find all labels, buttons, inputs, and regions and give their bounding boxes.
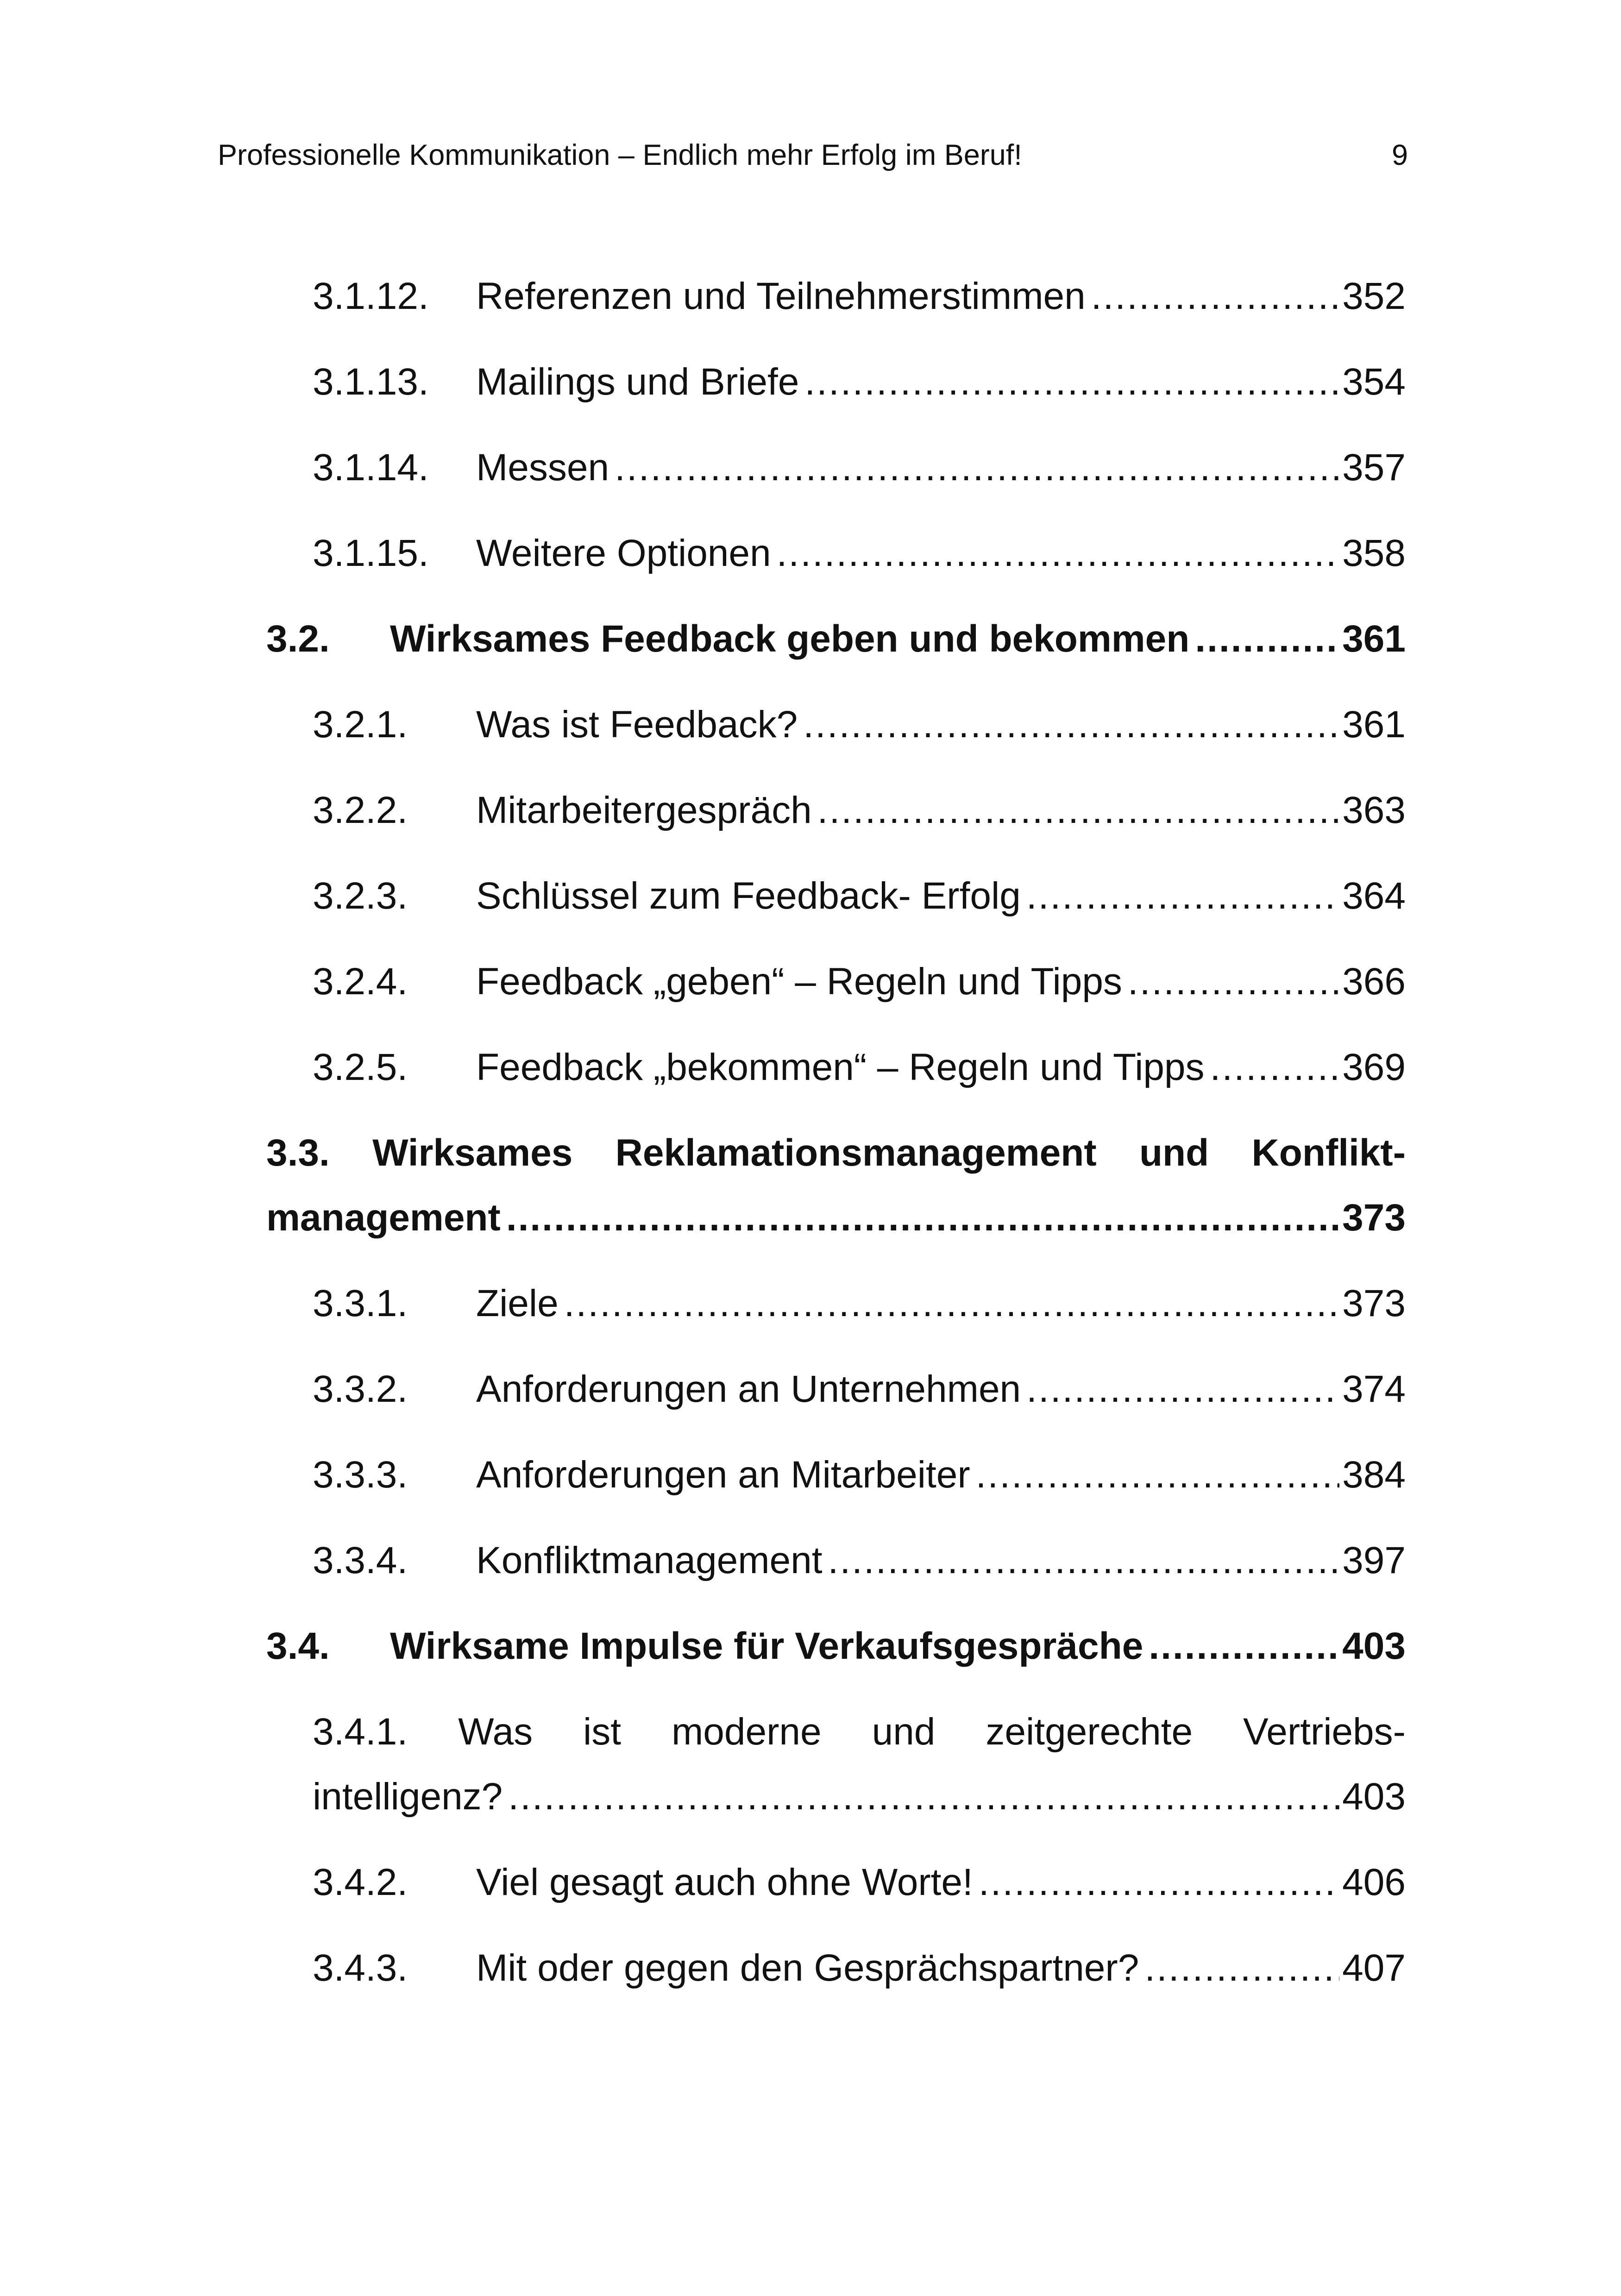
- section-title-word: Reklamationsmanagement: [615, 1132, 1097, 1174]
- entry-title-word: Was: [458, 1711, 533, 1753]
- toc-entry[interactable]: [313, 1943, 1406, 1994]
- toc-entry[interactable]: [313, 1042, 1406, 1093]
- toc-section-entry[interactable]: [266, 1621, 1406, 1672]
- dot-leader: [564, 1278, 1339, 1329]
- entry-title: Feedback „bekommen“ – Regeln und Tipps: [476, 1046, 1205, 1088]
- toc-entry[interactable]: [313, 956, 1406, 1007]
- toc-entry[interactable]: [313, 1857, 1406, 1908]
- entry-title: Ziele: [476, 1282, 559, 1324]
- toc-entry[interactable]: [313, 1364, 1406, 1415]
- dot-leader: [777, 528, 1340, 579]
- entry-number: 3.3.1.: [313, 1282, 408, 1324]
- section-title-continuation: management: [266, 1197, 501, 1239]
- toc-section-entry-line1[interactable]: [266, 1128, 1406, 1179]
- toc-entry[interactable]: [313, 1278, 1406, 1329]
- entry-number: 3.2.5.: [313, 1046, 408, 1088]
- section-number: 3.4.: [266, 1625, 330, 1667]
- toc-entry-line2[interactable]: [313, 1771, 1406, 1822]
- entry-title-word: zeitgerechte: [986, 1711, 1193, 1753]
- toc-entry[interactable]: [313, 357, 1406, 408]
- entry-title-word: und: [872, 1711, 936, 1753]
- section-page: 373: [1342, 1197, 1406, 1239]
- entry-number: 3.1.15.: [313, 532, 429, 574]
- dot-leader: [1026, 1364, 1339, 1415]
- entry-title: Was ist Feedback?: [476, 703, 798, 746]
- entry-title: Mit oder gegen den Gesprächspartner?: [476, 1947, 1139, 1989]
- entry-title-word: Vertriebs-: [1243, 1711, 1406, 1753]
- section-page: 403: [1342, 1625, 1406, 1667]
- section-title-word: Wirksames: [372, 1132, 573, 1174]
- entry-title-continuation: intelligenz?: [313, 1775, 503, 1818]
- entry-title: Weitere Optionen: [476, 532, 771, 574]
- dot-leader: [979, 1857, 1339, 1908]
- entry-number: 3.1.14.: [313, 446, 429, 489]
- entry-number: 3.3.3.: [313, 1454, 408, 1496]
- entry-page: 373: [1342, 1282, 1406, 1324]
- entry-page: 363: [1342, 789, 1406, 831]
- section-title-word: und: [1139, 1132, 1209, 1174]
- entry-title: Viel gesagt auch ohne Worte!: [476, 1861, 973, 1903]
- entry-number: 3.4.3.: [313, 1947, 408, 1989]
- entry-number: 3.1.12.: [313, 275, 429, 317]
- dot-leader: [1128, 956, 1339, 1007]
- toc-entry[interactable]: [313, 271, 1406, 322]
- entry-page: 374: [1342, 1368, 1406, 1410]
- entry-page: 407: [1342, 1947, 1406, 1989]
- entry-page: 358: [1342, 532, 1406, 574]
- entry-title: Konfliktmanagement: [476, 1539, 823, 1581]
- entry-number: 3.3.4.: [313, 1539, 408, 1581]
- dot-leader: [1195, 614, 1339, 665]
- toc-entry[interactable]: [313, 699, 1406, 750]
- section-number: 3.3.: [266, 1132, 330, 1174]
- dot-leader: [804, 357, 1339, 408]
- entry-title: Referenzen und Teilnehmerstimmen: [476, 275, 1086, 317]
- entry-number: 3.2.4.: [313, 960, 408, 1003]
- entry-page: 406: [1342, 1861, 1406, 1903]
- book-title: Professionelle Kommunikation – Endlich mehr Erfolg im Beruf!: [218, 139, 1022, 171]
- entry-page: 397: [1342, 1539, 1406, 1581]
- entry-page: 384: [1342, 1454, 1406, 1496]
- entry-title: Feedback „geben“ – Regeln und Tipps: [476, 960, 1122, 1003]
- toc-section-entry-line2[interactable]: [266, 1192, 1406, 1243]
- entry-page: 369: [1342, 1046, 1406, 1088]
- toc-entry[interactable]: [313, 1535, 1406, 1586]
- toc-entry[interactable]: [313, 528, 1406, 579]
- dot-leader: [976, 1449, 1340, 1500]
- section-title-word: Konflikt-: [1251, 1132, 1406, 1174]
- dot-leader: [506, 1192, 1339, 1243]
- entry-title: Anforderungen an Unternehmen: [476, 1368, 1021, 1410]
- entry-number: 3.4.1.: [313, 1711, 408, 1753]
- entry-number: 3.3.2.: [313, 1368, 408, 1410]
- toc-entry[interactable]: [313, 1449, 1406, 1500]
- section-number: 3.2.: [266, 618, 330, 660]
- entry-title: Messen: [476, 446, 609, 489]
- toc-entry[interactable]: [313, 871, 1406, 922]
- dot-leader: [803, 699, 1339, 750]
- dot-leader: [1091, 271, 1339, 322]
- entry-title: Mailings und Briefe: [476, 361, 799, 403]
- entry-title: Anforderungen an Mitarbeiter: [476, 1454, 970, 1496]
- entry-page: 366: [1342, 960, 1406, 1003]
- dot-leader: [615, 442, 1339, 493]
- entry-number: 3.2.1.: [313, 703, 408, 746]
- entry-title: Schlüssel zum Feedback- Erfolg: [476, 875, 1021, 917]
- entry-number: 3.4.2.: [313, 1861, 408, 1903]
- toc-section-entry[interactable]: [266, 614, 1406, 665]
- entry-page: 403: [1342, 1775, 1406, 1818]
- dot-leader: [1144, 1943, 1339, 1994]
- dot-leader: [508, 1771, 1339, 1822]
- section-page: 361: [1342, 618, 1406, 660]
- section-title: Wirksame Impulse für Verkaufsgespräche: [390, 1625, 1143, 1667]
- dot-leader: [1210, 1042, 1340, 1093]
- entry-title: Mitarbeitergespräch: [476, 789, 812, 831]
- entry-title-word: ist: [583, 1711, 622, 1753]
- running-header: [218, 134, 1408, 176]
- toc-entry-line1[interactable]: [313, 1706, 1406, 1757]
- dot-leader: [1149, 1621, 1339, 1672]
- dot-leader: [817, 785, 1340, 836]
- entry-page: 352: [1342, 275, 1406, 317]
- page-number: 9: [1391, 139, 1408, 171]
- entry-number: 3.2.3.: [313, 875, 408, 917]
- entry-page: 361: [1342, 703, 1406, 746]
- section-title: Wirksames Feedback geben und bekommen: [390, 618, 1190, 660]
- toc-entry[interactable]: [313, 785, 1406, 836]
- entry-number: 3.1.13.: [313, 361, 429, 403]
- entry-number: 3.2.2.: [313, 789, 408, 831]
- entry-title-word: moderne: [672, 1711, 822, 1753]
- entry-page: 354: [1342, 361, 1406, 403]
- dot-leader: [1026, 871, 1339, 922]
- dot-leader: [828, 1535, 1340, 1586]
- entry-page: 364: [1342, 875, 1406, 917]
- toc-entry[interactable]: [313, 442, 1406, 493]
- entry-page: 357: [1342, 446, 1406, 489]
